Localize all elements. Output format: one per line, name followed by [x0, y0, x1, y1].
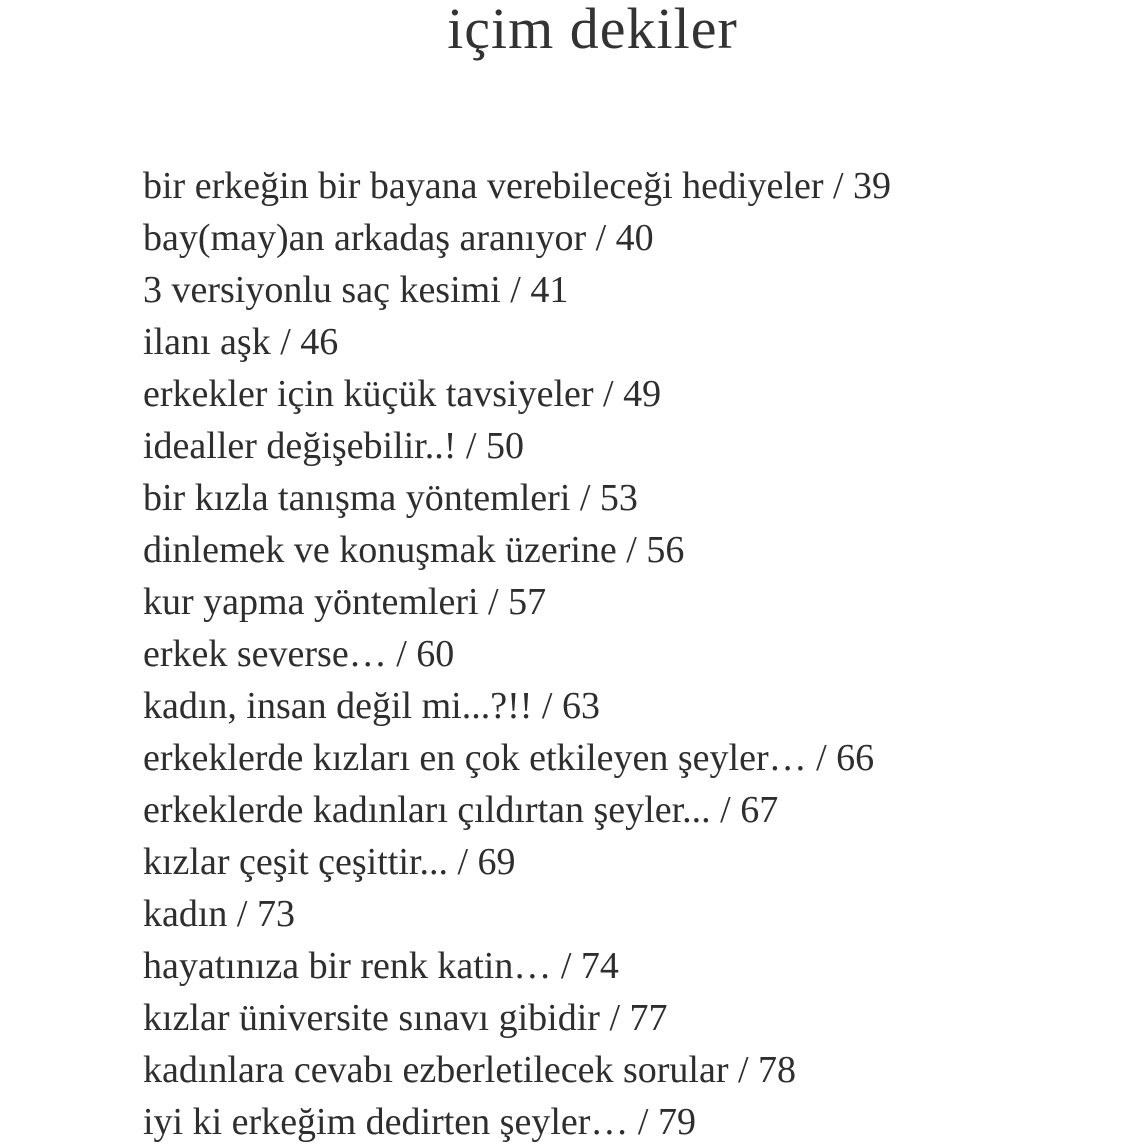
toc-entry: dinlemek ve konuşmak üzerine / 56 — [143, 529, 685, 571]
toc-entry: kadın, insan değil mi...?!! / 63 — [143, 685, 600, 727]
toc-entry: erkeklerde kadınları çıldırtan şeyler... / 67 — [143, 789, 779, 831]
toc-entry: kadınlara cevabı ezberletilecek sorular / 78 — [143, 1049, 797, 1091]
toc-entry: kur yapma yöntemleri / 57 — [143, 581, 547, 623]
toc-entry: idealler değişebilir..! / 50 — [143, 425, 524, 467]
toc-entry: hayatınıza bir renk katin… / 74 — [143, 945, 619, 987]
toc-entry: ilanı aşk / 46 — [143, 321, 339, 363]
toc-entry: bir kızla tanışma yöntemleri / 53 — [143, 477, 638, 519]
toc-entry: kızlar çeşit çeşittir... / 69 — [143, 841, 516, 883]
toc-entry: erkekler için küçük tavsiyeler / 49 — [143, 373, 662, 415]
toc-entry: bay(may)an arkadaş aranıyor / 40 — [143, 217, 654, 259]
table-of-contents — [143, 160, 891, 1148]
page-title: içim dekiler — [447, 0, 738, 61]
toc-entry: erkek severse… / 60 — [143, 633, 455, 675]
toc-entry: 3 versiyonlu saç kesimi / 41 — [143, 269, 569, 311]
toc-entry: erkeklerde kızları en çok etkileyen şeyler… / 66 — [143, 737, 875, 779]
toc-entry: bir erkeğin bir bayana verebileceği hediyeler / 39 — [143, 165, 892, 207]
toc-entry: kızlar üniversite sınavı gibidir / 77 — [143, 997, 668, 1039]
toc-entry: kadın / 73 — [143, 893, 295, 935]
toc-entry: iyi ki erkeğim dedirten şeyler… / 79 — [143, 1101, 696, 1143]
